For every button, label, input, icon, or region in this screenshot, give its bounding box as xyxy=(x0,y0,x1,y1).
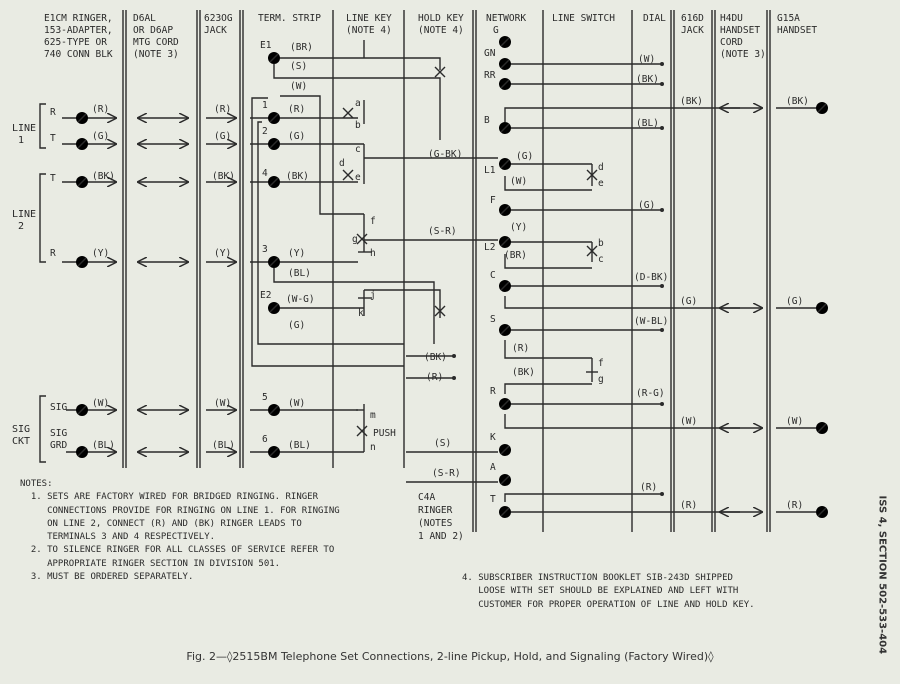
net-rr: RR xyxy=(484,70,496,81)
net-a: A xyxy=(490,462,496,473)
sw-c: c xyxy=(598,254,604,265)
left-terminals xyxy=(50,104,235,451)
ts-wg: (W-G) xyxy=(286,294,315,305)
side-reference-text: ISS 4, SECTION 502-533-404 xyxy=(876,495,888,655)
header-cord-h4du-2: HANDSET xyxy=(720,25,761,36)
spring-h: h xyxy=(370,248,376,259)
net-gn: GN xyxy=(484,48,496,59)
header-cord-h4du-3: CORD xyxy=(720,37,743,48)
mw-sr: (S-R) xyxy=(428,226,457,237)
net-c: C xyxy=(490,270,496,281)
spring-e: e xyxy=(355,172,361,183)
jack-g-color: (G) xyxy=(214,131,232,142)
notes-right: 4. SUBSCRIBER INSTRUCTION BOOKLET SIB-243D SHIPPED LOOSE WITH SET SHOULD BE EXPLAINED AND LEFT WITH CUSTOMER FOR PROPER OPERATION OF LINE AND HOLD KEY. xyxy=(462,573,755,610)
net-l1: L1 xyxy=(484,165,496,176)
figure-caption: Fig. 2—◊2515BM Telephone Set Connections, 2-line Pickup, Hold, and Signaling (Factory Wired)◊ xyxy=(186,650,714,663)
ts-g: (G) xyxy=(288,131,306,142)
dial-wbl: (W-BL) xyxy=(634,316,669,327)
spring-c: c xyxy=(355,144,361,155)
wire-wsig-color: (W) xyxy=(92,398,110,409)
header-line-key-2: (NOTE 4) xyxy=(346,25,392,36)
term-r1-label: R xyxy=(50,107,56,118)
header-dial: DIAL xyxy=(643,13,666,24)
net-y-l2: (Y) xyxy=(510,222,528,233)
net-w-f: (W) xyxy=(510,176,528,187)
jack-r-color: (R) xyxy=(214,104,232,115)
net-k: K xyxy=(490,432,496,443)
header-ringer-1: E1CM RINGER, xyxy=(44,13,113,24)
term-strip-labels xyxy=(260,40,315,451)
hs-bk: (BK) xyxy=(786,96,809,107)
sw-d: d xyxy=(598,162,604,173)
term-t2-label: T xyxy=(50,173,56,184)
header-cord-h4du-4: (NOTE 3) xyxy=(720,49,766,60)
header-network-1: NETWORK xyxy=(486,13,527,24)
jack-bl-color: (BL) xyxy=(212,440,235,451)
j616-g: (G) xyxy=(680,296,698,307)
spring-m: m xyxy=(370,410,376,421)
mw-r: (R) xyxy=(426,372,444,383)
term-siggrd-label-1: SIG xyxy=(50,428,68,439)
header-jack-2: JACK xyxy=(204,25,227,36)
net-b: B xyxy=(484,115,490,126)
term-sig-label: SIG xyxy=(50,402,68,413)
dial-w: (W) xyxy=(638,54,656,65)
header-cord-h4du-1: H4DU xyxy=(720,13,743,24)
header-cord-2: OR D6AP xyxy=(133,25,174,36)
dial-dbk: (D-BK) xyxy=(634,272,669,283)
header-cord-4: (NOTE 3) xyxy=(133,49,179,60)
ts-w5: (W) xyxy=(288,398,306,409)
net-g-l1: (G) xyxy=(516,151,534,162)
header-cord-3: MTG CORD xyxy=(133,37,179,48)
sw-g: g xyxy=(598,374,604,385)
spring-a: a xyxy=(355,98,361,109)
line-side-labels xyxy=(12,123,36,447)
ts-r: (R) xyxy=(288,104,306,115)
ts-bl6: (BL) xyxy=(288,440,311,451)
term-t1-label: T xyxy=(50,133,56,144)
ts-e2: E2 xyxy=(260,290,272,301)
net-r-s: (R) xyxy=(512,343,530,354)
j616-bk: (BK) xyxy=(680,96,703,107)
contact-marks xyxy=(343,67,597,436)
header-handset-1: G15A xyxy=(777,13,800,24)
net-t: T xyxy=(490,494,496,505)
header-cord-1: D6AL xyxy=(133,13,156,24)
ringer-label xyxy=(418,492,464,542)
ts-w: (W) xyxy=(290,81,308,92)
ts-s: (S) xyxy=(290,61,308,72)
network-labels xyxy=(484,48,535,505)
wire-y2-color: (Y) xyxy=(92,248,110,259)
header-hold-key-2: (NOTE 4) xyxy=(418,25,464,36)
ts-6: 6 xyxy=(262,434,268,445)
ts-bk: (BK) xyxy=(286,171,309,182)
header-term-strip: TERM. STRIP xyxy=(258,13,321,24)
dial-g: (G) xyxy=(638,200,656,211)
wire-r1-color: (R) xyxy=(92,104,110,115)
mw-s: (S) xyxy=(434,438,452,449)
header-616d-2: JACK xyxy=(681,25,704,36)
net-f: F xyxy=(490,195,496,206)
net-br-l2: (BR) xyxy=(504,250,527,261)
header-616d-1: 616D xyxy=(681,13,704,24)
dial-rg: (R-G) xyxy=(636,388,665,399)
spring-n: n xyxy=(370,442,376,453)
ts-3: 3 xyxy=(262,244,268,255)
handset-labels xyxy=(786,96,809,511)
header-ringer-2: 153-ADAPTER, xyxy=(44,25,113,36)
mw-gbk: (G-BK) xyxy=(428,149,463,160)
ts-1: 1 xyxy=(262,100,268,111)
jack616-labels xyxy=(680,96,703,511)
side-reference xyxy=(870,490,890,670)
ts-br: (BR) xyxy=(290,42,313,53)
sw-e: e xyxy=(598,178,604,189)
header-handset-2: HANDSET xyxy=(777,25,818,36)
line2-num: 2 xyxy=(18,221,25,232)
net-l2: L2 xyxy=(484,242,496,253)
ringer-3: (NOTES xyxy=(418,518,453,529)
spring-push: PUSH xyxy=(373,428,396,439)
header-ringer-4: 740 CONN BLK xyxy=(44,49,113,60)
spring-k: k xyxy=(358,308,364,319)
network-wiring xyxy=(505,64,740,512)
header-hold-key-1: HOLD KEY xyxy=(418,13,464,24)
header-network-2: G xyxy=(493,25,499,36)
term-siggrd-label-2: GRD xyxy=(50,440,68,451)
jack-w-color: (W) xyxy=(214,398,232,409)
mw-sr2: (S-R) xyxy=(432,468,461,479)
header-ringer-3: 625-TYPE OR xyxy=(44,37,107,48)
hs-g: (G) xyxy=(786,296,804,307)
ckt-label: CKT xyxy=(12,436,31,447)
dial-bl: (BL) xyxy=(636,118,659,129)
spring-d: d xyxy=(339,158,345,169)
spring-f: f xyxy=(370,216,376,227)
header-jack-1: 623OG xyxy=(204,13,233,24)
spring-j: j xyxy=(370,290,376,301)
line1-num: 1 xyxy=(18,135,25,146)
spring-b: b xyxy=(355,120,361,131)
ts-5: 5 xyxy=(262,392,268,403)
wire-g1-color: (G) xyxy=(92,131,110,142)
ringer-2: RINGER xyxy=(418,505,453,516)
switch-letters xyxy=(598,162,604,385)
j616-r: (R) xyxy=(680,500,698,511)
handset-cord-arrows xyxy=(720,108,816,512)
wire-bk2-color: (BK) xyxy=(92,171,115,182)
mw-bk: (BK) xyxy=(424,352,447,363)
header-line-switch: LINE SWITCH xyxy=(552,13,615,24)
ts-2: 2 xyxy=(262,126,268,137)
jack-bk-color: (BK) xyxy=(212,171,235,182)
line1-label: LINE xyxy=(12,123,37,134)
ts-4: 4 xyxy=(262,168,268,179)
hs-r: (R) xyxy=(786,500,804,511)
line-brackets xyxy=(40,104,46,462)
dial-r: (R) xyxy=(640,482,658,493)
sw-f: f xyxy=(598,358,604,369)
dial-labels xyxy=(634,54,668,493)
ts-g2: (G) xyxy=(288,320,306,331)
ts-e1: E1 xyxy=(260,40,272,51)
net-bk-r: (BK) xyxy=(512,367,535,378)
line2-label: LINE xyxy=(12,209,37,220)
ts-y: (Y) xyxy=(288,248,306,259)
sig-label: SIG xyxy=(12,424,31,435)
term-r2-label: R xyxy=(50,248,56,259)
spring-g: g xyxy=(352,234,358,245)
jack-y-color: (Y) xyxy=(214,248,232,259)
hs-w: (W) xyxy=(786,416,804,427)
column-dividers xyxy=(123,10,770,532)
dial-bk: (BK) xyxy=(636,74,659,85)
ringer-1: C4A xyxy=(418,492,436,503)
ringer-4: 1 AND 2) xyxy=(418,531,464,542)
j616-w: (W) xyxy=(680,416,698,427)
mid-dots xyxy=(452,354,456,380)
net-r: R xyxy=(490,386,496,397)
header-line-key-1: LINE KEY xyxy=(346,13,392,24)
wire-blgrd-color: (BL) xyxy=(92,440,115,451)
notes-left: NOTES: 1. SETS ARE FACTORY WIRED FOR BRIDGED RINGING. RINGER CONNECTIONS PROVIDE FOR RINGING ON LINE 1. FOR RINGING ON LINE 2, CONNECT (R) AND (BK) RINGER LEADS TO TERMINALS 3 AND 4 RESPECTIVELY. 2. TO SILENCE RINGER FOR ALL CLASSES OF SERVICE REFER TO APPROPRIATE RINGER SECTION IN DIVISION 501. 3. MUST BE ORDERED SEPARATELY. xyxy=(20,479,340,583)
net-s: S xyxy=(490,314,496,325)
sw-b: b xyxy=(598,238,604,249)
ts-bl: (BL) xyxy=(288,268,311,279)
spring-letters xyxy=(339,98,396,453)
column-headers xyxy=(44,13,817,60)
